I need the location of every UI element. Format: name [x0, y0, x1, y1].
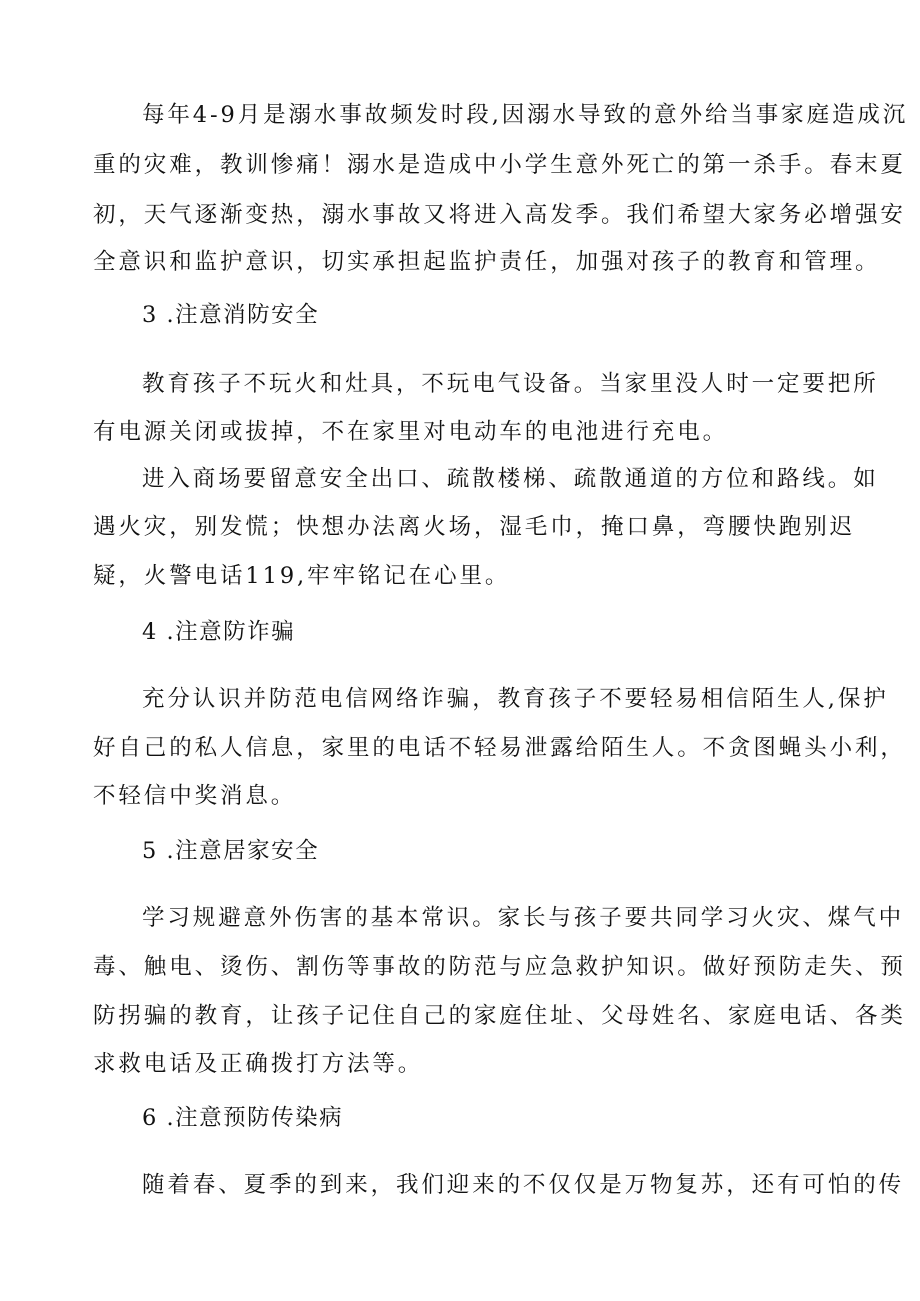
- paragraph-line: 全意识和监护意识，切实承担起监护责任，加强对孩子的教育和管理。: [93, 249, 881, 275]
- paragraph-line: 随着春、夏季的到来，我们迎来的不仅仅是万物复苏，还有可怕的传: [142, 1172, 905, 1198]
- paragraph-line: 进入商场要留意安全出口、疏散楼梯、疏散通道的方位和路线。如: [142, 466, 879, 492]
- paragraph-line: 学习规避意外伤害的基本常识。家长与孩子要共同学习火灾、煤气中: [142, 905, 905, 931]
- paragraph-line: 好自己的私人信息，家里的电话不轻易泄露给陌生人。不贪图蝇头小利，: [93, 735, 906, 761]
- paragraph-line: 教育孩子不玩火和灶具，不玩电气设备。当家里没人时一定要把所: [142, 371, 879, 397]
- section-heading: 4 .注意防诈骗: [142, 619, 296, 645]
- paragraph-line: 重的灾难，教训惨痛！溺水是造成中小学生意外死亡的第一杀手。春末夏: [93, 152, 906, 178]
- paragraph-line: 初，天气逐渐变热，溺水事故又将进入高发季。我们希望大家务必增强安: [93, 202, 906, 228]
- paragraph-line: 不轻信中奖消息。: [93, 783, 297, 809]
- paragraph-line: 遇火灾，别发慌；快想办法离火场，湿毛巾，掩口鼻，弯腰快跑别迟: [93, 514, 856, 540]
- paragraph-line: 防拐骗的教育，让孩子记住自己的家庭住址、父母姓名、家庭电话、各类: [93, 1003, 906, 1029]
- section-heading: 5 .注意居家安全: [142, 838, 320, 864]
- paragraph-line: 充分认识并防范电信网络诈骗，教育孩子不要轻易相信陌生人,保护: [142, 686, 889, 712]
- paragraph-line: 每年4-9月是溺水事故频发时段,因溺水导致的意外给当事家庭造成沉: [142, 102, 909, 128]
- paragraph-line: 求救电话及正确拨打方法等。: [93, 1051, 424, 1077]
- paragraph-line: 有电源关闭或拔掉，不在家里对电动车的电池进行充电。: [93, 419, 729, 445]
- section-heading: 6 .注意预防传染病: [142, 1105, 344, 1131]
- paragraph-line: 毒、触电、烫伤、割伤等事故的防范与应急救护知识。做好预防走失、预: [93, 954, 906, 980]
- paragraph-line: 疑，火警电话119,牢牢铭记在心里。: [93, 563, 511, 589]
- section-heading: 3 .注意消防安全: [142, 302, 320, 328]
